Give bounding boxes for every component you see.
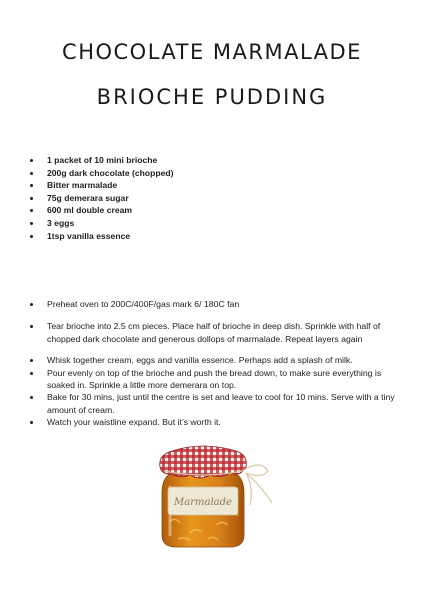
method-step: Preheat oven to 200C/400F/gas mark 6/ 180C fan: [0, 298, 424, 310]
ingredients-list: [0, 154, 424, 242]
gingham-lid-cloth: [160, 446, 247, 478]
method-step: Watch your waistline expand. But it’s worth it.: [0, 416, 424, 428]
method-step: Pour evenly on top of the brioche and push the bread down, to make sure everything is soaked in. Sprinkle a little more demerara on top.: [0, 367, 424, 392]
marmalade-jar-illustration: [150, 443, 275, 553]
ingredient-item: 75g demerara sugar: [0, 192, 424, 205]
method-list: [0, 298, 424, 429]
string-bow: [242, 465, 272, 505]
jar-label-text: Marmalade: [174, 497, 232, 508]
ingredient-item: Bitter marmalade: [0, 179, 424, 192]
title-line-2: BRIOCHE PUDDING: [96, 85, 328, 109]
method-step: Bake for 30 mins, just until the centre is set and leave to cool for 10 mins. Serve with a tiny amount of cream.: [0, 391, 424, 416]
ingredient-item: 200g dark chocolate (chopped): [0, 167, 424, 180]
ingredient-item: 1 packet of 10 mini brioche: [0, 154, 424, 167]
method-step: Whisk together cream, eggs and vanilla essence. Perhaps add a splash of milk.: [0, 354, 424, 366]
ingredient-item: 3 eggs: [0, 217, 424, 230]
title-line-1: CHOCOLATE MARMALADE: [62, 40, 362, 64]
ingredient-item: 1tsp vanilla essence: [0, 230, 424, 243]
ingredient-item: 600 ml double cream: [0, 204, 424, 217]
method-step: Tear brioche into 2.5 cm pieces. Place half of brioche in deep dish. Sprinkle with half of chopped dark chocolate and generous dollops of marmalade. Repeat layers again: [0, 320, 424, 345]
